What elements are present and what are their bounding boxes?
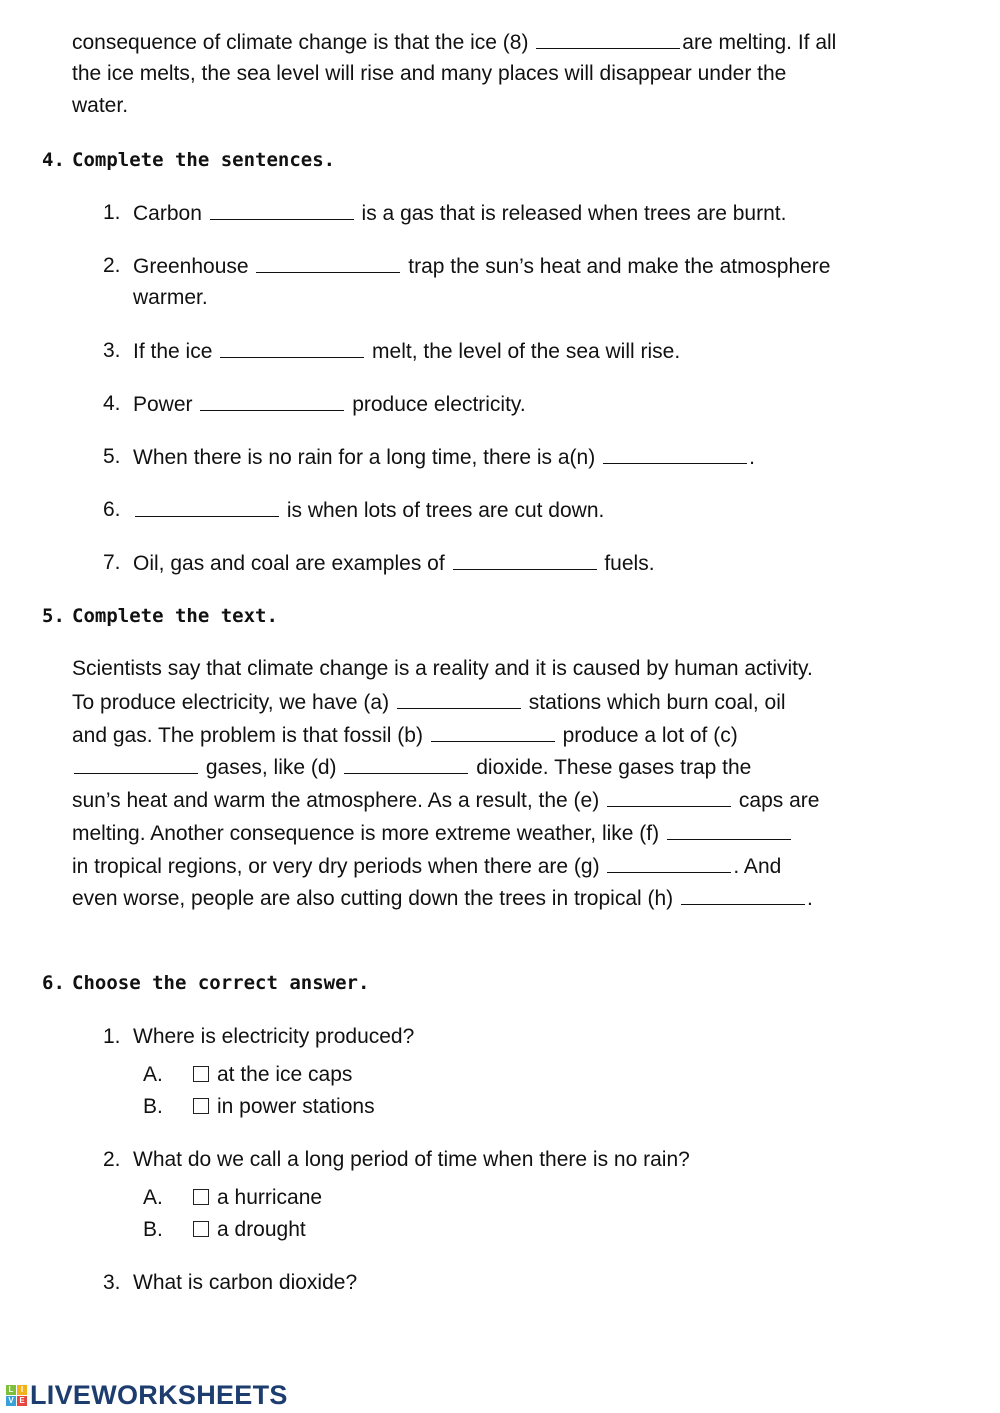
paragraph-line <box>72 93 128 119</box>
paragraph-line <box>72 722 738 749</box>
answer-blank[interactable] <box>210 200 354 220</box>
question-text: What do we call a long period of time when there is no rain? <box>133 1148 690 1171</box>
text-segment: even worse, people are also cutting down the trees in tropical (h) <box>72 887 680 910</box>
text-segment: fuels. <box>598 552 655 575</box>
text-segment: When there is no rain for a long time, there is a(n) <box>133 446 602 469</box>
text-segment: gases, like (d) <box>200 756 343 779</box>
answer-blank[interactable] <box>681 885 805 905</box>
question-number: 3. <box>103 1271 121 1294</box>
paragraph-line <box>72 754 751 781</box>
text-segment: is when lots of trees are cut down. <box>281 499 605 522</box>
sentence-line <box>133 285 208 311</box>
checkbox[interactable] <box>193 1221 209 1237</box>
answer-option[interactable] <box>193 1217 306 1243</box>
answer-blank[interactable] <box>220 338 364 358</box>
sentence-line <box>133 200 786 227</box>
answer-blank[interactable] <box>453 550 597 570</box>
answer-blank[interactable] <box>603 444 747 464</box>
sentence-line <box>133 253 830 280</box>
option-text: a drought <box>217 1218 306 1241</box>
paragraph-line <box>72 820 793 847</box>
answer-option[interactable] <box>193 1185 322 1211</box>
text-segment: are melting. If all <box>682 31 837 54</box>
item-number: 6. <box>103 498 121 521</box>
liveworksheets-logo <box>6 1380 288 1411</box>
item-number: 4. <box>103 392 121 415</box>
question-text: Where is electricity produced? <box>133 1025 415 1048</box>
section-heading: Choose the correct answer. <box>72 972 370 994</box>
paragraph-line <box>72 689 786 716</box>
text-segment: . And <box>733 855 782 878</box>
section-heading: Complete the text. <box>72 605 278 627</box>
text-segment: consequence of climate change is that the ice (8) <box>72 31 535 54</box>
text-segment: water. <box>72 94 129 117</box>
text-segment: . <box>749 446 755 469</box>
sentence-line <box>133 444 755 471</box>
text-segment: . <box>807 887 813 910</box>
item-number: 1. <box>103 201 121 224</box>
section-number: 4. <box>42 149 65 171</box>
text-segment: dioxide. These gases trap the <box>470 756 752 779</box>
option-text: a hurricane <box>217 1186 323 1209</box>
sentence-line <box>133 338 680 365</box>
item-number: 7. <box>103 551 121 574</box>
text-segment: trap the sun’s heat and make the atmosphere <box>402 255 831 278</box>
logo-text: LIVEWORKSHEETS <box>30 1380 288 1410</box>
answer-blank[interactable] <box>135 497 279 517</box>
answer-blank[interactable] <box>74 754 198 774</box>
text-segment: melting. Another consequence is more extreme weather, like (f) <box>72 822 665 845</box>
checkbox[interactable] <box>193 1189 209 1205</box>
answer-blank[interactable] <box>200 391 344 411</box>
logo-tile: E <box>17 1396 27 1406</box>
answer-blank[interactable] <box>344 754 468 774</box>
text-segment: stations which burn coal, oil <box>522 691 786 714</box>
paragraph-line <box>72 885 813 912</box>
answer-option[interactable] <box>193 1062 352 1088</box>
option-letter: B. <box>143 1095 163 1118</box>
text-segment: is a gas that is released when trees are burnt. <box>355 202 787 225</box>
item-number: 3. <box>103 339 121 362</box>
option-letter: A. <box>143 1186 163 1209</box>
answer-blank[interactable] <box>607 853 731 873</box>
text-segment: and gas. The problem is that fossil (b) <box>72 724 429 747</box>
section-number: 6. <box>42 972 65 994</box>
logo-tiles-icon <box>6 1385 27 1406</box>
sentence-line <box>133 497 604 524</box>
answer-blank[interactable] <box>536 29 680 49</box>
option-letter: B. <box>143 1218 163 1241</box>
answer-option[interactable] <box>193 1094 375 1120</box>
option-text: at the ice caps <box>217 1063 353 1086</box>
checkbox[interactable] <box>193 1066 209 1082</box>
paragraph-line <box>72 787 819 814</box>
text-segment: melt, the level of the sea will rise. <box>366 340 681 363</box>
text-segment: Scientists say that climate change is a reality and it is caused by human activity. <box>72 657 813 680</box>
question-text: What is carbon dioxide? <box>133 1271 358 1294</box>
option-text: in power stations <box>217 1095 375 1118</box>
question-number: 2. <box>103 1148 121 1171</box>
paragraph-line <box>72 853 781 880</box>
text-segment: produce a lot of (c) <box>556 724 738 747</box>
section-number: 5. <box>42 605 65 627</box>
paragraph-line <box>72 61 786 87</box>
answer-blank[interactable] <box>397 689 521 709</box>
sentence-line <box>133 391 526 418</box>
option-letter: A. <box>143 1063 163 1086</box>
text-segment: To produce electricity, we have (a) <box>72 691 395 714</box>
text-segment: Greenhouse <box>133 255 255 278</box>
sentence-line <box>133 550 655 577</box>
logo-tile: V <box>6 1396 16 1406</box>
text-segment: caps are <box>733 789 820 812</box>
answer-blank[interactable] <box>667 820 791 840</box>
text-segment: produce electricity. <box>346 393 526 416</box>
item-number: 2. <box>103 254 121 277</box>
answer-blank[interactable] <box>431 722 555 742</box>
answer-blank[interactable] <box>256 253 400 273</box>
answer-blank[interactable] <box>607 787 731 807</box>
text-segment: If the ice <box>133 340 219 363</box>
paragraph-line <box>72 656 813 682</box>
logo-tile: L <box>6 1385 16 1395</box>
text-segment: in tropical regions, or very dry periods when there are (g) <box>72 855 606 878</box>
text-segment: warmer. <box>133 286 208 309</box>
text-segment: the ice melts, the sea level will rise and many places will disappear under the <box>72 62 787 85</box>
text-segment: Carbon <box>133 202 208 225</box>
text-segment: sun’s heat and warm the atmosphere. As a result, the (e) <box>72 789 606 812</box>
checkbox[interactable] <box>193 1098 209 1114</box>
paragraph-line <box>72 29 836 56</box>
question-number: 1. <box>103 1025 121 1048</box>
logo-tile: I <box>17 1385 27 1395</box>
text-segment: Power <box>133 393 199 416</box>
text-segment: Oil, gas and coal are examples of <box>133 552 451 575</box>
section-heading: Complete the sentences. <box>72 149 336 171</box>
item-number: 5. <box>103 445 121 468</box>
